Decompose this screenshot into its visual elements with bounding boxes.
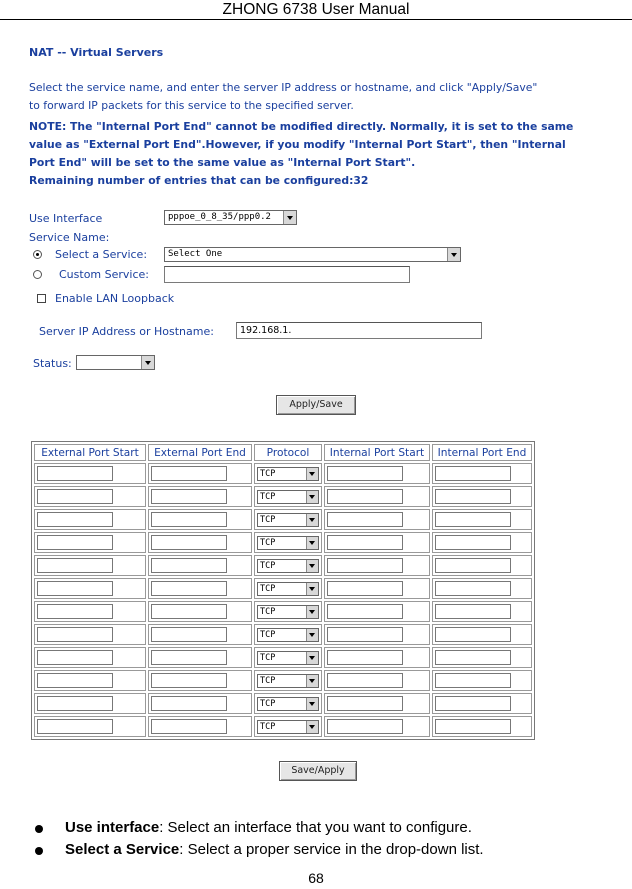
external-port-start-input[interactable] (37, 512, 113, 527)
protocol-value: TCP (260, 537, 276, 548)
external-port-start-input[interactable] (37, 535, 113, 550)
protocol-value: TCP (260, 514, 276, 525)
status-select[interactable] (76, 355, 155, 370)
bullet-select-service (65, 841, 484, 858)
table-cell (148, 693, 252, 714)
internal-port-start-input[interactable] (327, 719, 403, 734)
table-cell (324, 693, 430, 714)
server-ip-input[interactable]: 192.168.1. (236, 322, 482, 339)
status-label: Status: (33, 357, 72, 370)
table-cell (432, 601, 532, 622)
external-port-end-input[interactable] (151, 512, 227, 527)
protocol-value: TCP (260, 560, 276, 571)
table-cell (324, 532, 430, 553)
table-cell (254, 601, 322, 622)
external-port-end-input[interactable] (151, 466, 227, 481)
bullet-text: : Select an interface that you want to configure. (159, 819, 472, 836)
table-cell (254, 693, 322, 714)
protocol-value: TCP (260, 652, 276, 663)
protocol-select[interactable] (257, 467, 319, 481)
internal-port-start-input[interactable] (327, 627, 403, 642)
table-cell (432, 532, 532, 553)
note-line-1: NOTE: The "Internal Port End" cannot be modified directly. Normally, it is set to the same (29, 120, 574, 133)
table-cell (148, 532, 252, 553)
table-cell (148, 601, 252, 622)
external-port-end-input[interactable] (151, 673, 227, 688)
table-cell (324, 601, 430, 622)
table-cell (254, 578, 322, 599)
internal-port-end-input[interactable] (435, 627, 511, 642)
external-port-end-input[interactable] (151, 719, 227, 734)
table-cell (148, 716, 252, 737)
internal-port-end-input[interactable] (435, 466, 511, 481)
protocol-value: TCP (260, 606, 276, 617)
custom-service-radio[interactable] (33, 270, 42, 279)
chevron-down-icon (306, 675, 318, 687)
protocol-select[interactable] (257, 559, 319, 573)
table-cell (34, 463, 146, 484)
table-row (34, 486, 532, 507)
protocol-select[interactable] (257, 674, 319, 688)
table-cell (324, 578, 430, 599)
external-port-end-input[interactable] (151, 650, 227, 665)
external-port-end-input[interactable] (151, 604, 227, 619)
external-port-end-input[interactable] (151, 696, 227, 711)
custom-service-label: Custom Service: (59, 268, 149, 281)
protocol-select[interactable] (257, 628, 319, 642)
table-row (34, 647, 532, 668)
table-cell (432, 509, 532, 530)
bullet-icon (35, 847, 43, 855)
table-cell (34, 509, 146, 530)
table-cell (148, 647, 252, 668)
chevron-down-icon (306, 537, 318, 549)
custom-service-input[interactable] (164, 266, 410, 283)
protocol-select[interactable] (257, 720, 319, 734)
select-service-label: Select a Service: (55, 248, 148, 261)
table-cell (148, 670, 252, 691)
external-port-end-input[interactable] (151, 581, 227, 596)
internal-port-end-input[interactable] (435, 719, 511, 734)
table-cell (148, 624, 252, 645)
chevron-down-icon (306, 468, 318, 480)
bullet-use-interface (65, 819, 472, 836)
protocol-select[interactable] (257, 697, 319, 711)
table-cell (324, 624, 430, 645)
external-port-start-input[interactable] (37, 627, 113, 642)
external-port-start-input[interactable] (37, 673, 113, 688)
table-cell (148, 578, 252, 599)
table-row (34, 670, 532, 691)
internal-port-start-input[interactable] (327, 650, 403, 665)
table-cell (432, 647, 532, 668)
external-port-start-input[interactable] (37, 650, 113, 665)
table-row (34, 509, 532, 530)
table-cell (324, 509, 430, 530)
table-row (34, 601, 532, 622)
chevron-down-icon (306, 721, 318, 733)
select-service-value: Select One (168, 249, 223, 259)
table-cell (34, 532, 146, 553)
external-port-end-input[interactable] (151, 558, 227, 573)
table-cell (432, 670, 532, 691)
remaining-entries: Remaining number of entries that can be configured:32 (29, 174, 369, 187)
protocol-select[interactable] (257, 536, 319, 550)
page-header: ZHONG 6738 User Manual (222, 1, 410, 18)
internal-port-start-input[interactable] (327, 535, 403, 550)
table-cell (148, 463, 252, 484)
external-port-start-input[interactable] (37, 558, 113, 573)
table-cell (254, 670, 322, 691)
note-line-3: Port End" will be set to the same value as "Internal Port Start". (29, 156, 416, 169)
internal-port-start-input[interactable] (327, 696, 403, 711)
save-apply-button[interactable]: Save/Apply (279, 761, 357, 781)
table-cell (148, 486, 252, 507)
table-row (34, 578, 532, 599)
table-cell (432, 693, 532, 714)
table-cell (254, 624, 322, 645)
external-port-end-input[interactable] (151, 489, 227, 504)
table-cell (34, 486, 146, 507)
protocol-select[interactable] (257, 513, 319, 527)
table-cell (254, 716, 322, 737)
table-row (34, 463, 532, 484)
protocol-value: TCP (260, 698, 276, 709)
chevron-down-icon (141, 356, 154, 369)
table-cell (34, 693, 146, 714)
header-divider (0, 19, 632, 20)
chevron-down-icon (306, 583, 318, 595)
table-row (34, 716, 532, 737)
description-line-1: Select the service name, and enter the server IP address or hostname, and click "Apply/Save" (29, 81, 538, 94)
chevron-down-icon (306, 560, 318, 572)
select-service-radio[interactable] (33, 250, 42, 259)
protocol-value: TCP (260, 629, 276, 640)
bullet-term: Select a Service (65, 841, 180, 858)
select-service-dropdown[interactable] (164, 247, 461, 262)
table-cell (432, 486, 532, 507)
internal-port-end-input[interactable] (435, 581, 511, 596)
table-cell (324, 670, 430, 691)
internal-port-end-input[interactable] (435, 650, 511, 665)
internal-port-start-input[interactable] (327, 512, 403, 527)
header-external-port-end: External Port End (148, 444, 252, 461)
table-cell (254, 532, 322, 553)
external-port-start-input[interactable] (37, 489, 113, 504)
external-port-end-input[interactable] (151, 535, 227, 550)
description (29, 79, 609, 115)
page-number: 68 (308, 870, 324, 886)
external-port-start-input[interactable] (37, 604, 113, 619)
table-row (34, 624, 532, 645)
table-cell (34, 555, 146, 576)
bullet-icon (35, 825, 43, 833)
protocol-select[interactable] (257, 651, 319, 665)
internal-port-end-input[interactable] (435, 558, 511, 573)
port-mapping-table (31, 441, 535, 740)
table-cell (432, 578, 532, 599)
internal-port-end-input[interactable] (435, 604, 511, 619)
table-cell (432, 716, 532, 737)
internal-port-start-input[interactable] (327, 558, 403, 573)
chevron-down-icon (306, 629, 318, 641)
protocol-value: TCP (260, 468, 276, 479)
table-cell (432, 555, 532, 576)
use-interface-label: Use Interface (29, 212, 103, 225)
protocol-value: TCP (260, 721, 276, 732)
table-cell (324, 555, 430, 576)
header-protocol: Protocol (254, 444, 322, 461)
header-internal-port-end: Internal Port End (432, 444, 532, 461)
table-cell (254, 555, 322, 576)
table-cell (148, 509, 252, 530)
table-row (34, 555, 532, 576)
table-cell (254, 647, 322, 668)
external-port-end-input[interactable] (151, 627, 227, 642)
table-cell (34, 647, 146, 668)
table-cell (254, 463, 322, 484)
use-interface-value: pppoe_0_8_35/ppp0.2 (168, 212, 271, 222)
table-cell (432, 624, 532, 645)
table-header-row (34, 444, 532, 461)
bullet-term: Use interface (65, 819, 160, 836)
use-interface-select[interactable] (164, 210, 297, 225)
table-cell (34, 578, 146, 599)
chevron-down-icon (447, 248, 460, 261)
external-port-start-input[interactable] (37, 581, 113, 596)
bullet-text: : Select a proper service in the drop-down list. (179, 841, 484, 858)
internal-port-start-input[interactable] (327, 604, 403, 619)
internal-port-start-input[interactable] (327, 466, 403, 481)
internal-port-end-input[interactable] (435, 512, 511, 527)
note-line-2: value as "External Port End".However, if you modify "Internal Port Start", then "Internal (29, 138, 566, 151)
internal-port-end-input[interactable] (435, 673, 511, 688)
internal-port-start-input[interactable] (327, 581, 403, 596)
table-cell (34, 624, 146, 645)
internal-port-start-input[interactable] (327, 489, 403, 504)
note (29, 118, 609, 190)
internal-port-end-input[interactable] (435, 489, 511, 504)
enable-lan-loopback-label: Enable LAN Loopback (55, 292, 175, 305)
chevron-down-icon (306, 652, 318, 664)
table-cell (324, 716, 430, 737)
protocol-value: TCP (260, 491, 276, 502)
chevron-down-icon (306, 606, 318, 618)
header-internal-port-start: Internal Port Start (324, 444, 430, 461)
table-cell (34, 601, 146, 622)
protocol-value: TCP (260, 583, 276, 594)
table-cell (34, 670, 146, 691)
enable-lan-loopback-checkbox[interactable] (37, 294, 46, 303)
table-cell (324, 647, 430, 668)
protocol-select[interactable] (257, 582, 319, 596)
page-title: NAT -- Virtual Servers (29, 46, 164, 59)
chevron-down-icon (283, 211, 296, 224)
external-port-start-input[interactable] (37, 466, 113, 481)
apply-save-button[interactable]: Apply/Save (276, 395, 356, 415)
external-port-start-input[interactable] (37, 696, 113, 711)
description-line-2: to forward IP packets for this service to the specified server. (29, 99, 354, 112)
chevron-down-icon (306, 698, 318, 710)
table-cell (432, 463, 532, 484)
internal-port-start-input[interactable] (327, 673, 403, 688)
table-row (34, 532, 532, 553)
table-cell (254, 486, 322, 507)
internal-port-end-input[interactable] (435, 535, 511, 550)
table-cell (34, 716, 146, 737)
table-cell (148, 555, 252, 576)
table-cell (254, 509, 322, 530)
header-external-port-start: External Port Start (34, 444, 146, 461)
table-cell (324, 463, 430, 484)
protocol-value: TCP (260, 675, 276, 686)
table-row (34, 693, 532, 714)
protocol-select[interactable] (257, 605, 319, 619)
internal-port-end-input[interactable] (435, 696, 511, 711)
protocol-select[interactable] (257, 490, 319, 504)
service-name-label: Service Name: (29, 231, 110, 244)
table-cell (324, 486, 430, 507)
chevron-down-icon (306, 491, 318, 503)
external-port-start-input[interactable] (37, 719, 113, 734)
server-ip-label: Server IP Address or Hostname: (39, 325, 214, 338)
chevron-down-icon (306, 514, 318, 526)
